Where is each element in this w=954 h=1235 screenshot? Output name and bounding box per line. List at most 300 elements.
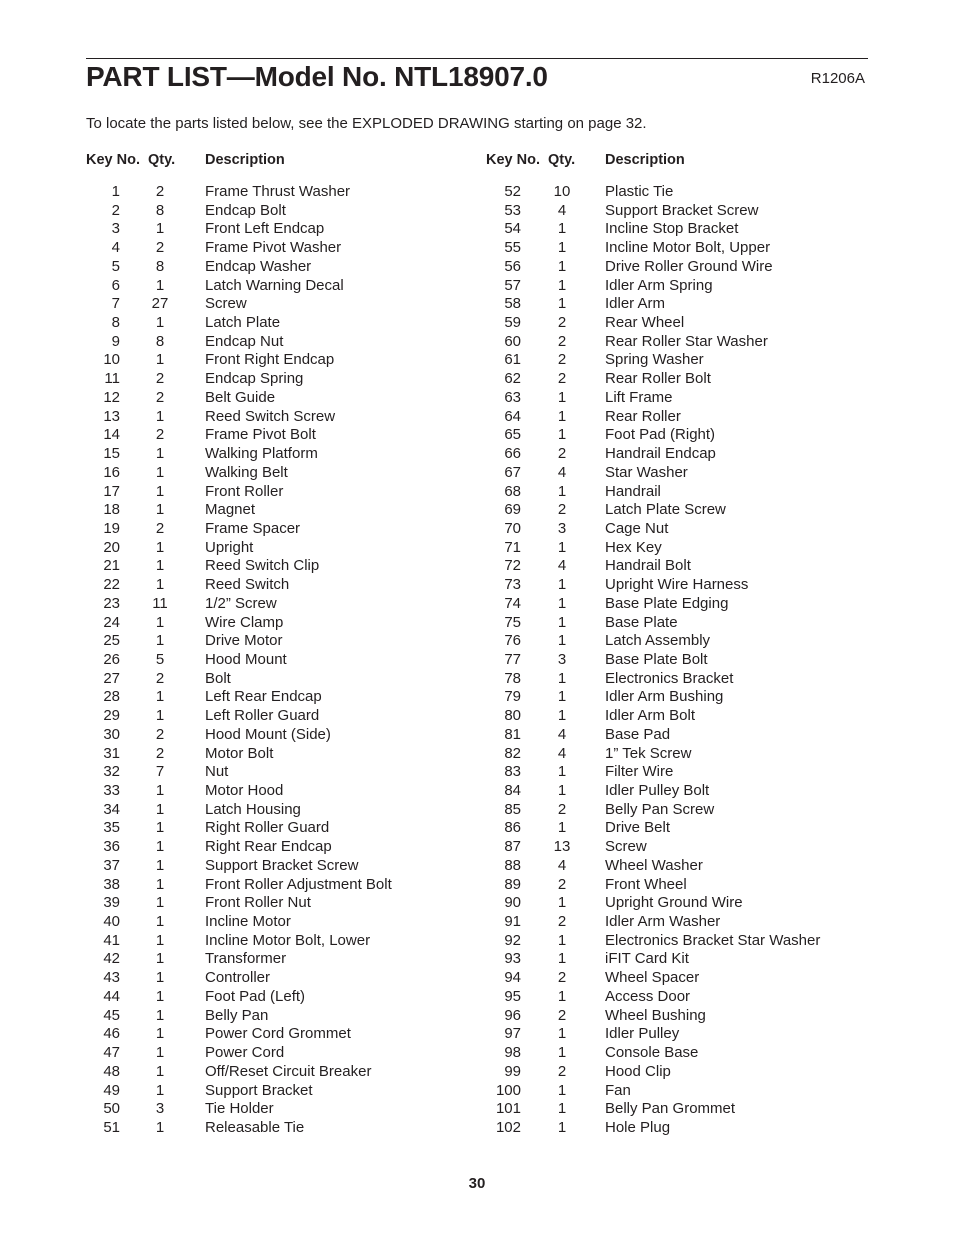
part-description: Idler Arm Bushing (605, 688, 724, 706)
part-qty: 13 (553, 838, 571, 856)
part-qty: 4 (557, 856, 567, 874)
part-key-no: 29 (103, 707, 120, 725)
part-qty: 1 (557, 819, 567, 837)
part-key-no: 15 (103, 445, 120, 463)
part-description: Rear Roller (605, 407, 681, 425)
part-description: Wheel Washer (605, 856, 703, 874)
part-description: Screw (205, 295, 247, 313)
part-key-no: 70 (504, 519, 521, 537)
part-description: Bolt (205, 669, 231, 687)
part-qty: 4 (557, 463, 567, 481)
part-description: 1” Tek Screw (605, 744, 692, 762)
part-qty: 1 (155, 220, 165, 238)
part-qty: 7 (155, 763, 165, 781)
part-description: Upright (205, 538, 254, 556)
part-qty: 1 (155, 557, 165, 575)
part-description: Power Cord Grommet (205, 1025, 351, 1043)
part-key-no: 3 (111, 220, 120, 238)
part-key-no: 98 (504, 1044, 521, 1062)
header-key-no: Key No. (486, 152, 540, 168)
part-key-no: 82 (504, 744, 521, 762)
part-qty: 1 (557, 613, 567, 631)
part-description: Latch Plate Screw (605, 501, 726, 519)
part-qty: 1 (557, 276, 567, 294)
part-key-no: 90 (504, 894, 521, 912)
part-description: Wheel Spacer (605, 969, 700, 987)
part-description: Support Bracket (205, 1081, 313, 1099)
part-description: Motor Hood (205, 782, 284, 799)
part-description: Power Cord (205, 1044, 285, 1062)
part-key-no: 57 (504, 276, 521, 294)
part-qty: 1 (155, 482, 165, 500)
part-description: Left Rear Endcap (205, 688, 322, 706)
part-qty: 1 (557, 295, 567, 313)
part-description: Access Door (605, 987, 691, 1005)
part-key-no: 55 (504, 239, 521, 257)
part-key-no: 4 (111, 239, 120, 257)
part-qty: 3 (557, 519, 567, 537)
part-key-no: 60 (504, 332, 521, 350)
part-key-no: 42 (103, 950, 120, 968)
part-key-no: 85 (504, 800, 521, 818)
part-key-no: 62 (504, 370, 521, 388)
part-description: Front Roller Adjustment Bolt (205, 875, 392, 893)
part-key-no: 46 (103, 1025, 120, 1043)
part-qty: 1 (155, 838, 165, 856)
part-qty: 1 (557, 950, 567, 968)
part-key-no: 84 (504, 782, 521, 799)
header-qty: Qty. (148, 152, 176, 168)
part-key-no: 87 (504, 838, 521, 856)
part-key-no: 40 (103, 913, 120, 931)
part-description: Latch Warning Decal (205, 276, 344, 294)
part-description: Base Plate Bolt (605, 650, 708, 668)
part-description: Upright Ground Wire (605, 894, 743, 912)
part-qty: 1 (155, 351, 165, 369)
part-qty: 1 (155, 1062, 165, 1080)
part-qty: 2 (557, 913, 567, 931)
part-description: Idler Arm (605, 295, 666, 313)
part-description: Releasable Tie (205, 1118, 305, 1136)
part-key-no: 41 (103, 931, 120, 949)
part-key-no: 39 (103, 894, 120, 912)
part-description: Rear Wheel (605, 314, 685, 332)
part-key-no: 77 (504, 650, 521, 668)
part-qty: 8 (155, 332, 165, 350)
part-qty: 2 (557, 445, 567, 463)
part-key-no: 63 (504, 388, 521, 406)
part-qty: 2 (557, 875, 567, 893)
part-description: Right Roller Guard (205, 819, 330, 837)
part-key-no: 10 (103, 351, 120, 369)
part-key-no: 61 (504, 351, 521, 369)
part-description: Plastic Tie (605, 183, 674, 200)
part-description: Star Washer (605, 463, 688, 481)
part-description: Incline Motor Bolt, Lower (205, 931, 371, 949)
part-qty: 1 (155, 782, 165, 799)
part-key-no: 43 (103, 969, 120, 987)
part-description: Frame Spacer (205, 519, 301, 537)
part-qty: 1 (557, 782, 567, 799)
part-description: Right Rear Endcap (205, 838, 332, 856)
part-qty: 1 (557, 594, 567, 612)
part-key-no: 35 (103, 819, 120, 837)
part-description: Front Wheel (605, 875, 687, 893)
part-qty: 3 (155, 1100, 165, 1118)
part-description: Latch Assembly (605, 632, 711, 650)
part-description: Handrail Bolt (605, 557, 691, 575)
part-key-no: 31 (103, 744, 120, 762)
part-key-no: 11 (104, 370, 120, 388)
part-qty: 8 (155, 201, 165, 219)
part-key-no: 89 (504, 875, 521, 893)
part-qty: 1 (155, 987, 165, 1005)
part-description: Endcap Bolt (205, 201, 286, 219)
part-key-no: 45 (103, 1006, 120, 1024)
part-key-no: 75 (504, 613, 521, 631)
part-qty: 2 (557, 800, 567, 818)
part-description: Belt Guide (205, 388, 276, 406)
part-description: Hood Mount (205, 650, 287, 668)
part-qty: 1 (557, 987, 567, 1005)
part-description: Screw (605, 838, 647, 856)
part-description: Left Roller Guard (205, 707, 320, 725)
page-number: 30 (468, 1175, 486, 1192)
part-qty: 2 (557, 332, 567, 350)
part-qty: 1 (557, 688, 567, 706)
part-description: Belly Pan Screw (605, 800, 715, 818)
part-qty: 1 (155, 276, 165, 294)
part-qty: 5 (155, 650, 165, 668)
part-key-no: 36 (103, 838, 120, 856)
part-key-no: 81 (504, 725, 521, 743)
part-description: Incline Stop Bracket (605, 220, 739, 238)
part-qty: 4 (557, 557, 567, 575)
part-qty: 2 (557, 370, 567, 388)
part-qty: 1 (557, 538, 567, 556)
part-key-no: 97 (504, 1025, 521, 1043)
part-key-no: 23 (103, 594, 120, 612)
part-key-no: 74 (504, 594, 521, 612)
part-qty: 2 (155, 183, 165, 200)
part-qty: 1 (155, 1025, 165, 1043)
part-key-no: 22 (103, 576, 120, 594)
part-key-no: 64 (504, 407, 521, 425)
part-qty: 1 (557, 632, 567, 650)
part-description: Idler Pulley Bolt (605, 782, 710, 799)
part-key-no: 1 (111, 183, 120, 200)
part-description: Walking Belt (205, 463, 288, 481)
part-description: Endcap Washer (205, 257, 312, 275)
part-qty: 27 (151, 295, 169, 313)
part-qty: 1 (557, 576, 567, 594)
part-description: Drive Motor (205, 632, 283, 650)
part-description: Idler Arm Bolt (605, 707, 696, 725)
part-qty: 2 (557, 351, 567, 369)
part-qty: 1 (557, 1025, 567, 1043)
part-qty: 2 (155, 725, 165, 743)
part-description: Handrail Endcap (605, 445, 716, 463)
part-qty: 1 (557, 894, 567, 912)
part-qty: 1 (557, 257, 567, 275)
part-qty: 1 (155, 314, 165, 332)
part-key-no: 76 (504, 632, 521, 650)
part-key-no: 93 (504, 950, 521, 968)
part-qty: 2 (557, 1062, 567, 1080)
part-description: Support Bracket Screw (605, 201, 759, 219)
part-key-no: 48 (103, 1062, 120, 1080)
part-description: Latch Housing (205, 800, 301, 818)
part-key-no: 18 (103, 501, 120, 519)
part-key-no: 78 (504, 669, 521, 687)
part-key-no: 71 (504, 538, 521, 556)
part-description: Foot Pad (Right) (605, 426, 716, 444)
part-key-no: 94 (504, 969, 521, 987)
part-key-no: 17 (103, 482, 120, 500)
part-key-no: 99 (504, 1062, 521, 1080)
intro-text: To locate the parts listed below, see the EXPLODED DRAWING starting on page 32. (86, 115, 647, 132)
part-qty: 1 (557, 1044, 567, 1062)
part-qty: 1 (155, 1044, 165, 1062)
part-description: Frame Pivot Washer (205, 239, 342, 257)
part-description: Off/Reset Circuit Breaker (205, 1062, 372, 1080)
part-key-no: 26 (103, 650, 120, 668)
part-key-no: 56 (504, 257, 521, 275)
part-key-no: 51 (103, 1118, 120, 1136)
part-qty: 1 (557, 931, 567, 949)
part-key-no: 91 (504, 913, 521, 931)
part-description: Front Left Endcap (205, 220, 325, 238)
part-qty: 4 (557, 201, 567, 219)
header-qty: Qty. (548, 152, 576, 168)
part-qty: 2 (557, 969, 567, 987)
part-key-no: 27 (103, 669, 120, 687)
part-key-no: 8 (111, 314, 120, 332)
part-key-no: 32 (103, 763, 120, 781)
part-description: Controller (205, 969, 271, 987)
part-qty: 1 (557, 388, 567, 406)
part-qty: 1 (557, 1118, 567, 1136)
part-description: Frame Thrust Washer (205, 183, 351, 200)
part-key-no: 73 (504, 576, 521, 594)
part-qty: 1 (155, 688, 165, 706)
part-description: Reed Switch Clip (205, 557, 320, 575)
part-qty: 2 (155, 426, 165, 444)
part-description: Cage Nut (605, 519, 669, 537)
part-key-no: 33 (103, 782, 120, 799)
part-qty: 1 (155, 707, 165, 725)
part-description: Handrail (605, 482, 661, 500)
part-description: Magnet (205, 501, 256, 519)
part-qty: 1 (557, 1100, 567, 1118)
part-key-no: 72 (504, 557, 521, 575)
part-description: Front Roller (205, 482, 284, 500)
part-qty: 1 (155, 875, 165, 893)
part-key-no: 86 (504, 819, 521, 837)
part-key-no: 5 (111, 257, 120, 275)
part-description: Fan (605, 1081, 631, 1099)
part-key-no: 34 (103, 800, 120, 818)
part-qty: 8 (155, 257, 165, 275)
part-key-no: 66 (504, 445, 521, 463)
part-description: Tie Holder (205, 1100, 274, 1118)
part-key-no: 9 (111, 332, 120, 350)
part-description: Console Base (605, 1044, 699, 1062)
part-qty: 1 (557, 1081, 567, 1099)
part-description: Wheel Bushing (605, 1006, 706, 1024)
part-key-no: 6 (111, 276, 120, 294)
part-key-no: 96 (504, 1006, 521, 1024)
part-qty: 4 (557, 744, 567, 762)
part-key-no: 58 (504, 295, 521, 313)
part-qty: 2 (557, 501, 567, 519)
part-key-no: 80 (504, 707, 521, 725)
part-qty: 1 (557, 407, 567, 425)
part-key-no: 25 (103, 632, 120, 650)
part-description: iFIT Card Kit (605, 950, 689, 968)
part-description: 1/2” Screw (205, 594, 277, 612)
part-key-no: 49 (103, 1081, 120, 1099)
part-description: Latch Plate (205, 314, 281, 332)
part-description: Belly Pan Grommet (605, 1100, 736, 1118)
part-qty: 1 (155, 445, 165, 463)
part-key-no: 68 (504, 482, 521, 500)
part-description: Spring Washer (605, 351, 704, 369)
part-description: Base Plate (605, 613, 678, 631)
part-description: Front Roller Nut (205, 894, 311, 912)
part-description: Filter Wire (605, 763, 674, 781)
part-description: Front Right Endcap (205, 351, 335, 369)
part-key-no: 30 (103, 725, 120, 743)
part-qty: 2 (155, 239, 165, 257)
header-key-no: Key No. (86, 152, 140, 168)
part-key-no: 37 (103, 856, 120, 874)
part-key-no: 67 (504, 463, 521, 481)
part-description: Endcap Nut (205, 332, 284, 350)
part-key-no: 21 (103, 557, 120, 575)
part-key-no: 12 (103, 388, 120, 406)
part-qty: 1 (155, 950, 165, 968)
part-key-no: 65 (504, 426, 521, 444)
part-qty: 1 (155, 800, 165, 818)
part-key-no: 20 (103, 538, 120, 556)
part-qty: 1 (557, 426, 567, 444)
part-key-no: 101 (495, 1100, 521, 1118)
part-qty: 1 (155, 819, 165, 837)
document-code: R1206A (810, 70, 865, 87)
part-qty: 1 (557, 220, 567, 238)
part-description: Frame Pivot Bolt (205, 426, 316, 444)
part-description: Walking Platform (205, 445, 318, 463)
part-key-no: 69 (504, 501, 521, 519)
part-description: Nut (205, 763, 229, 781)
part-description: Hole Plug (605, 1118, 671, 1136)
part-key-no: 102 (495, 1118, 521, 1136)
part-key-no: 19 (103, 519, 120, 537)
part-description: Reed Switch Screw (205, 407, 336, 425)
part-key-no: 14 (103, 426, 120, 444)
part-qty: 1 (155, 969, 165, 987)
part-description: Support Bracket Screw (205, 856, 359, 874)
part-description: Transformer (205, 950, 287, 968)
part-qty: 1 (557, 669, 567, 687)
part-description: Rear Roller Star Washer (605, 332, 768, 350)
part-description: Upright Wire Harness (605, 576, 749, 594)
part-key-no: 95 (504, 987, 521, 1005)
part-qty: 1 (557, 239, 567, 257)
part-key-no: 24 (103, 613, 120, 631)
part-key-no: 2 (111, 201, 120, 219)
part-description: Base Plate Edging (605, 594, 729, 612)
part-key-no: 59 (504, 314, 521, 332)
part-description: Foot Pad (Left) (205, 987, 306, 1005)
part-description: Endcap Spring (205, 370, 304, 388)
part-qty: 1 (155, 407, 165, 425)
part-qty: 1 (155, 538, 165, 556)
part-qty: 1 (557, 763, 567, 781)
part-description: Base Pad (605, 725, 671, 743)
part-description: Electronics Bracket Star Washer (605, 931, 821, 949)
part-key-no: 28 (103, 688, 120, 706)
part-description: Motor Bolt (205, 744, 274, 762)
part-description: Hex Key (605, 538, 662, 556)
part-key-no: 7 (111, 295, 120, 313)
part-description: Hood Mount (Side) (205, 725, 331, 743)
part-qty: 1 (557, 482, 567, 500)
part-qty: 11 (152, 594, 168, 612)
part-qty: 1 (155, 856, 165, 874)
header-description: Description (205, 152, 285, 168)
page-title: PART LIST—Model No. NTL18907.0 (86, 61, 548, 92)
part-key-no: 16 (103, 463, 120, 481)
part-description: Rear Roller Bolt (605, 370, 711, 388)
part-key-no: 47 (103, 1044, 120, 1062)
part-qty: 1 (155, 1081, 165, 1099)
part-description: Wire Clamp (205, 613, 284, 631)
part-qty: 1 (155, 463, 165, 481)
part-qty: 1 (155, 1006, 165, 1024)
part-qty: 2 (557, 314, 567, 332)
part-description: Electronics Bracket (605, 669, 734, 687)
part-key-no: 92 (504, 931, 521, 949)
part-key-no: 13 (103, 407, 120, 425)
part-qty: 2 (155, 388, 165, 406)
part-qty: 3 (557, 650, 567, 668)
part-qty: 1 (155, 632, 165, 650)
part-description: Idler Arm Spring (605, 276, 713, 294)
part-qty: 1 (155, 913, 165, 931)
part-description: Idler Arm Washer (605, 913, 721, 931)
part-key-no: 53 (504, 201, 521, 219)
part-description: Drive Roller Ground Wire (605, 257, 773, 275)
part-qty: 2 (155, 370, 165, 388)
part-key-no: 54 (504, 220, 521, 238)
part-key-no: 50 (103, 1100, 120, 1118)
part-qty: 2 (155, 519, 165, 537)
part-qty: 1 (557, 707, 567, 725)
part-description: Drive Belt (605, 819, 671, 837)
part-description: Idler Pulley (605, 1025, 680, 1043)
part-key-no: 44 (103, 987, 120, 1005)
part-key-no: 52 (504, 183, 521, 200)
part-qty: 1 (155, 1118, 165, 1136)
part-key-no: 38 (103, 875, 120, 893)
part-key-no: 88 (504, 856, 521, 874)
part-key-no: 79 (504, 688, 521, 706)
part-qty: 10 (553, 183, 571, 200)
part-description: Lift Frame (605, 388, 673, 406)
title-rule (86, 58, 868, 59)
